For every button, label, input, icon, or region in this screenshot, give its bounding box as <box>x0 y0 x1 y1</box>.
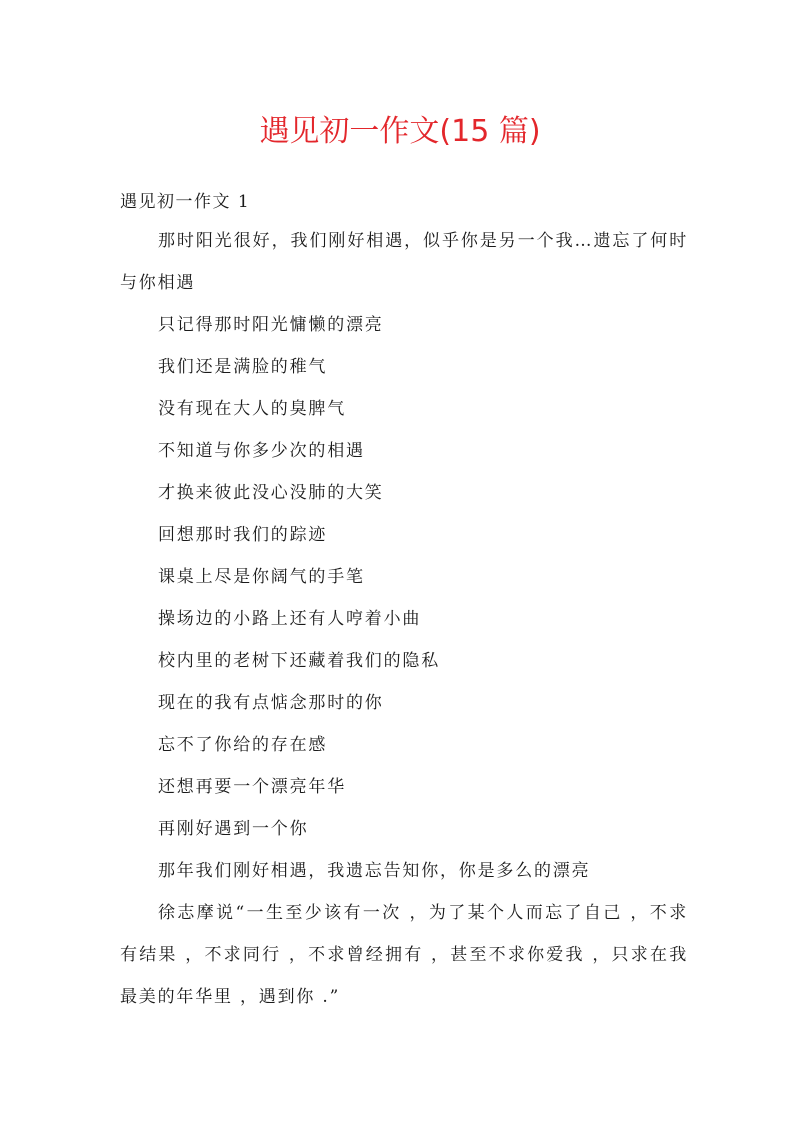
verse-line: 没有现在大人的臭脾气 <box>158 399 346 419</box>
verse-line: 只记得那时阳光慵懒的漂亮 <box>158 315 384 335</box>
verse-line: 校内里的老树下还藏着我们的隐私 <box>158 651 440 671</box>
section-heading: 遇见初一作文 1 <box>120 192 251 212</box>
verse-line: 还想再要一个漂亮年华 <box>158 777 346 797</box>
intro-paragraph: 那时阳光很好，我们刚好相遇，似乎你是另一个我…遗忘了何时与你相遇 <box>120 231 688 293</box>
document-title: 遇见初一作文(15 篇) <box>259 114 541 149</box>
verse-line: 忘不了你给的存在感 <box>158 735 328 755</box>
verse-line: 不知道与你多少次的相遇 <box>158 441 365 461</box>
verse-line: 课桌上尽是你阔气的手笔 <box>158 567 365 587</box>
quote-paragraph: 徐志摩说“一生至少该有一次 ，为了某个人而忘了自己 ，不求有结果 ，不求同行 ，不求曾经拥有 ，甚至不求你爱我 ，只求在我最美的年华里 ，遇到你 .” <box>120 903 688 1007</box>
verse-line: 再刚好遇到一个你 <box>158 819 309 839</box>
verse-line: 那年我们刚好相遇，我遗忘告知你，你是多么的漂亮 <box>158 861 591 881</box>
verse-line: 我们还是满脸的稚气 <box>158 357 328 377</box>
verse-line: 操场边的小路上还有人哼着小曲 <box>158 609 422 629</box>
verse-line: 现在的我有点惦念那时的你 <box>158 693 384 713</box>
verse-line: 回想那时我们的踪迹 <box>158 525 328 545</box>
verse-line: 才换来彼此没心没肺的大笑 <box>158 483 384 503</box>
document-body <box>120 220 688 1018</box>
